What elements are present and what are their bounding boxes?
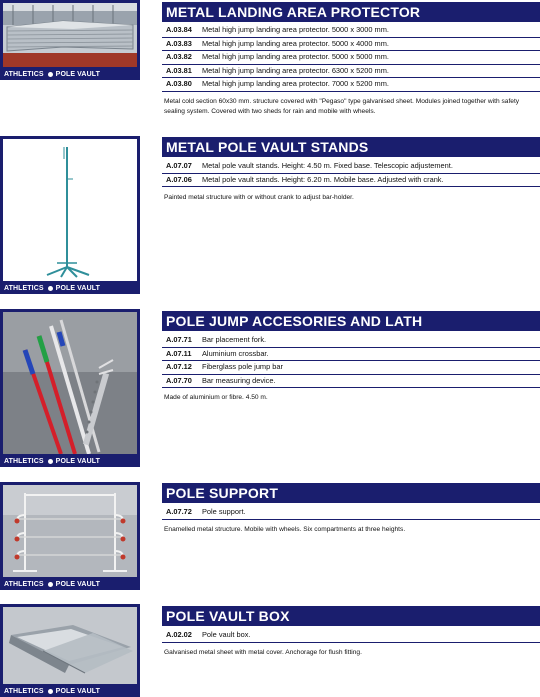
section-title: METAL POLE VAULT STANDS	[162, 137, 540, 157]
section-title: POLE VAULT BOX	[162, 606, 540, 626]
product-table	[162, 24, 540, 92]
section-title: POLE JUMP ACCESORIES AND LATH	[162, 311, 540, 331]
bullet-icon	[48, 72, 53, 77]
table-row: A.07.71 Bar placement fork.	[162, 334, 540, 348]
pole-vault-stand-image	[3, 139, 137, 281]
table-row: A.07.12 Fiberglass pole jump bar	[162, 361, 540, 375]
photo-caption: ATHLETICS POLE VAULT	[4, 285, 100, 292]
product-photo-pole-support	[0, 482, 140, 590]
bullet-icon	[48, 582, 53, 587]
table-row: A.03.80 Metal high jump landing area protector. 7000 x 5200 mm.	[162, 78, 540, 92]
photo-caption: ATHLETICS POLE VAULT	[4, 71, 100, 78]
section-title: POLE SUPPORT	[162, 483, 540, 503]
poles-and-forks-image	[3, 312, 137, 454]
product-description: Painted metal structure with or without crank to adjust bar-holder.	[164, 194, 354, 201]
photo-caption: ATHLETICS POLE VAULT	[4, 581, 100, 588]
product-photo-stands	[0, 136, 140, 294]
table-row: A.07.11 Aluminium crossbar.	[162, 348, 540, 362]
table-row: A.07.70 Bar measuring device.	[162, 375, 540, 389]
product-description: Metal cold section 60x30 mm. structure covered with "Pegaso" type galvanised sheet. Modules joined together with safety sealing system. Covered with two sheds for rain and mobile with wheels.	[164, 98, 520, 115]
table-row: A.03.84 Metal high jump landing area protector. 5000 x 3000 mm.	[162, 24, 540, 38]
product-photo-landing-protector	[0, 0, 140, 80]
bullet-icon	[48, 286, 53, 291]
bullet-icon	[48, 689, 53, 694]
table-row: A.02.02 Pole vault box.	[162, 629, 540, 643]
section-title: METAL LANDING AREA PROTECTOR	[162, 2, 540, 22]
vault-box-image	[3, 607, 137, 684]
table-row: A.07.07 Metal pole vault stands. Height: 4.50 m. Fixed base. Telescopic adjustement.	[162, 160, 540, 174]
product-description: Made of aluminium or fibre. 4.50 m.	[164, 394, 268, 401]
pole-rack-image	[3, 485, 137, 577]
table-row: A.07.72 Pole support.	[162, 506, 540, 520]
product-description: Enamelled metal structure. Mobile with wheels. Six compartments at three heights.	[164, 526, 406, 533]
photo-caption: ATHLETICS POLE VAULT	[4, 688, 100, 695]
landing-protector-image	[3, 3, 137, 67]
product-photo-vault-box	[0, 604, 140, 697]
product-photo-accessories	[0, 309, 140, 467]
product-table	[162, 334, 540, 388]
product-description: Galvanised metal sheet with metal cover. Anchorage for flush fitting.	[164, 649, 362, 656]
product-table	[162, 629, 540, 643]
photo-caption: ATHLETICS POLE VAULT	[4, 458, 100, 465]
bullet-icon	[48, 459, 53, 464]
table-row: A.03.83 Metal high jump landing area protector. 5000 x 4000 mm.	[162, 38, 540, 52]
table-row: A.07.06 Metal pole vault stands. Height: 6.20 m. Mobile base. Adjusted with crank.	[162, 174, 540, 188]
product-table	[162, 506, 540, 520]
table-row: A.03.82 Metal high jump landing area protector. 5000 x 5000 mm.	[162, 51, 540, 65]
product-table	[162, 160, 540, 187]
table-row: A.03.81 Metal high jump landing area protector. 6300 x 5200 mm.	[162, 65, 540, 79]
